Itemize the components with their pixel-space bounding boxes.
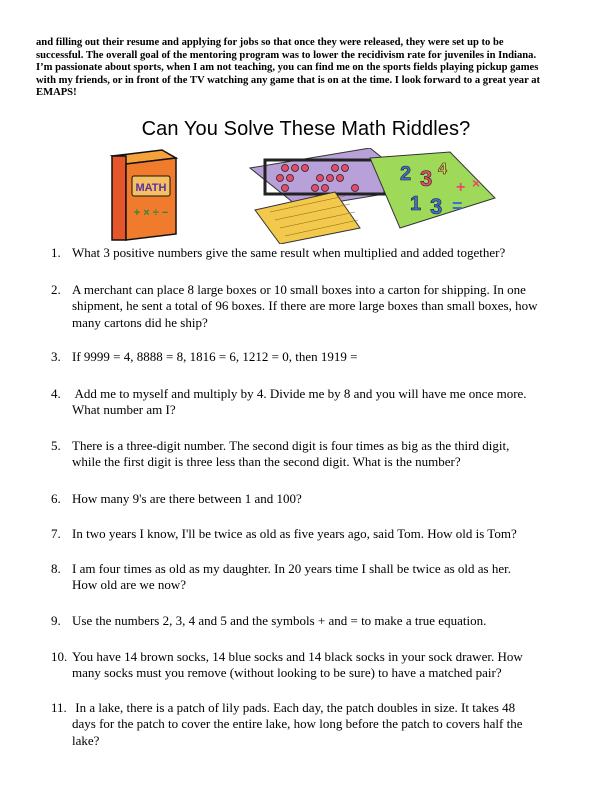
intro-line: and filling out their resume and applying for jobs so that once they were released, they were set up to be	[36, 37, 504, 48]
riddle-text	[72, 386, 572, 419]
math-book-icon	[112, 150, 176, 240]
riddle-text	[72, 438, 572, 471]
riddle-line: You have 14 brown socks, 14 blue socks and 14 black socks in your sock drawer. How	[72, 649, 523, 664]
riddle-text	[72, 649, 572, 682]
riddle-line: Add me to myself and multiply by 4. Divide me by 8 and you will have me once more.	[72, 386, 527, 401]
riddle-line: I am four times as old as my daughter. In 20 years time I shall be twice as old as her.	[72, 561, 511, 576]
riddle-text	[72, 491, 572, 507]
riddle-text	[72, 349, 572, 365]
riddle-line: In two years I know, I'll be twice as old as five years ago, said Tom. How old is Tom?	[72, 526, 517, 541]
riddle-text	[72, 282, 572, 331]
riddle-line: How many 9's are there between 1 and 100?	[72, 491, 302, 506]
riddle-line: while the first digit is three less than the second digit. What is the number?	[72, 454, 461, 470]
riddle-line: Use the numbers 2, 3, 4 and 5 and the symbols + and = to make a true equation.	[72, 613, 487, 628]
riddle-number: 5.	[51, 438, 61, 453]
card-glyph: 3	[430, 194, 443, 219]
riddle-line: lake?	[72, 732, 100, 748]
riddle-line: If 9999 = 4, 8888 = 8, 1816 = 6, 1212 = 0, then 1919 =	[72, 349, 358, 364]
card-glyph: 3	[420, 166, 433, 191]
riddle-number: 1.	[51, 245, 61, 260]
riddle-line: shipment, he sent a total of 96 boxes. If there are more large boxes than small boxes, how	[72, 298, 538, 314]
card-glyph: 4	[438, 161, 447, 178]
riddle-text	[72, 561, 572, 594]
card-glyph: +	[456, 179, 466, 196]
intro-line: I’m passionate about sports, when I am not teaching, you can find me on the sports fields playing pickup games	[36, 62, 539, 74]
riddle-number: 7.	[51, 526, 61, 541]
riddle-line: In a lake, there is a patch of lily pads. Each day, the patch doubles in size. It takes 48	[72, 700, 516, 715]
riddle-number: 8.	[51, 561, 61, 576]
card-glyph: 1	[410, 193, 422, 215]
intro-line: EMAPS!	[36, 87, 77, 99]
riddle-line: days for the patch to cover the entire lake, how long before the patch to covers half the	[72, 716, 523, 732]
riddle-text	[72, 613, 572, 629]
math-clipart	[100, 148, 500, 244]
card-glyph: =	[452, 196, 463, 216]
riddle-line: How old are we now?	[72, 577, 187, 593]
riddle-number: 3.	[51, 349, 61, 364]
riddle-line: many socks must you remove (without looking to be sure) to have a matched pair?	[72, 665, 502, 681]
riddle-number: 11.	[51, 700, 67, 715]
riddle-number: 10.	[51, 649, 68, 664]
card-glyph: ×	[472, 175, 481, 191]
card-glyph: 2	[400, 163, 412, 185]
intro-line: successful. The overall goal of the mentoring program was to lower the recidivism rate for juveniles in Indiana.	[36, 49, 537, 61]
riddle-line: What number am I?	[72, 402, 176, 418]
riddle-text	[72, 245, 572, 261]
riddle-line: many cartons did he ship?	[72, 314, 208, 330]
riddle-number: 6.	[51, 491, 61, 506]
intro-paragraph	[36, 37, 581, 100]
book-symbols: + × ÷ −	[133, 207, 169, 219]
numbers-card-icon	[370, 152, 495, 228]
book-label: MATH	[135, 182, 167, 194]
page-title: Can You Solve These Math Riddles?	[141, 118, 471, 140]
riddle-text	[72, 700, 572, 749]
riddle-number: 4.	[51, 386, 61, 401]
intro-line: with my friends, or in front of the TV watching any game that is on at the time. I look forward to a great year at	[36, 74, 541, 86]
riddle-number: 9.	[51, 613, 61, 628]
riddle-number: 2.	[51, 282, 61, 297]
riddle-text	[72, 526, 572, 542]
riddle-line: What 3 positive numbers give the same result when multiplied and added together?	[72, 245, 506, 260]
riddle-line: There is a three-digit number. The second digit is four times as big as the third digit,	[72, 438, 510, 453]
riddle-line: A merchant can place 8 large boxes or 10 small boxes into a carton for shipping. In one	[72, 282, 526, 297]
